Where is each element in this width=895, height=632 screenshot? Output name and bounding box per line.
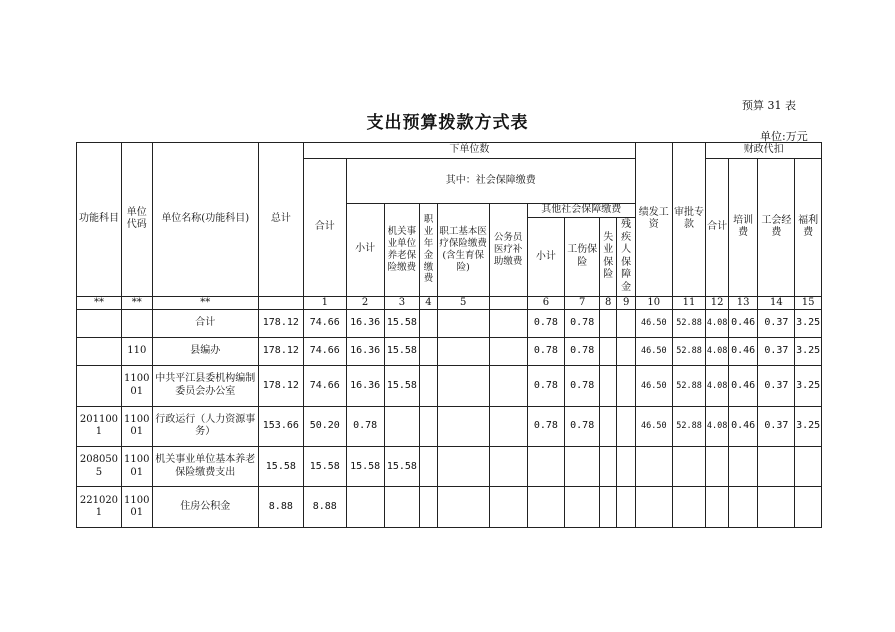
table-row <box>77 337 822 365</box>
cell-c7: 0.78 <box>565 366 600 406</box>
cell-c7: 0.78 <box>565 337 600 365</box>
header-zhiye: 职业年金缴费 <box>420 203 437 296</box>
header-func: 功能科目 <box>77 143 122 297</box>
cell-c7: 0.78 <box>565 406 600 446</box>
cell-code: 110001 <box>121 366 152 406</box>
cell-func: 2210201 <box>77 487 122 528</box>
cell-c9 <box>617 310 635 337</box>
index-cell: 4 <box>420 296 437 310</box>
header-row-1 <box>77 143 822 159</box>
header-gongwuyuan: 公务员医疗补助缴费 <box>489 203 527 296</box>
cell-c15 <box>795 447 822 487</box>
header-gonghui: 工会经费 <box>758 159 795 297</box>
index-cell: 3 <box>384 296 420 310</box>
cell-c5 <box>437 310 489 337</box>
index-cell: 2 <box>346 296 384 310</box>
cell-c15 <box>795 487 822 528</box>
cell-c12: 4.08 <box>706 406 728 446</box>
cell-c13 <box>728 447 758 487</box>
cell-c4 <box>420 310 437 337</box>
header-shenpi: 审批专款 <box>672 143 706 297</box>
cell-name: 合计 <box>152 310 258 337</box>
cell-c3: 15.58 <box>384 337 420 365</box>
cell-c6 <box>527 447 565 487</box>
cell-c12: 4.08 <box>706 337 728 365</box>
cell-c8 <box>600 337 617 365</box>
header-jixiao: 绩发工资 <box>635 143 672 297</box>
cell-c14: 0.37 <box>758 310 795 337</box>
cell-c11 <box>672 487 706 528</box>
header-o-xiaoji: 小计 <box>527 217 565 296</box>
header-social: 其中：社会保障缴费 <box>346 159 635 204</box>
cell-c9 <box>617 447 635 487</box>
cell-c1: 74.66 <box>303 337 346 365</box>
cell-total: 178.12 <box>258 337 303 365</box>
cell-c3 <box>384 406 420 446</box>
cell-c9 <box>617 487 635 528</box>
unit-label: 单位:万元 <box>760 130 808 143</box>
index-cell <box>258 296 303 310</box>
cell-c2: 0.78 <box>346 406 384 446</box>
cell-c8 <box>600 487 617 528</box>
header-canji: 残疾人保障金 <box>617 217 635 296</box>
cell-func: 2011001 <box>77 406 122 446</box>
cell-c11: 52.88 <box>672 310 706 337</box>
cell-c13: 0.46 <box>728 310 758 337</box>
cell-c10: 46.50 <box>635 366 672 406</box>
cell-c11: 52.88 <box>672 406 706 446</box>
cell-c13: 0.46 <box>728 366 758 406</box>
cell-code <box>121 310 152 337</box>
cell-c1: 50.20 <box>303 406 346 446</box>
index-cell: 8 <box>600 296 617 310</box>
index-cell <box>489 296 527 310</box>
cell-c5b <box>489 487 527 528</box>
index-cell: 13 <box>728 296 758 310</box>
cell-c4 <box>420 337 437 365</box>
header-name: 单位名称(功能科目) <box>152 143 258 297</box>
cell-c15: 3.25 <box>795 406 822 446</box>
index-cell: 11 <box>672 296 706 310</box>
cell-c5b <box>489 406 527 446</box>
index-row <box>77 296 822 310</box>
cell-code: 110 <box>121 337 152 365</box>
cell-c12 <box>706 447 728 487</box>
cell-name: 县编办 <box>152 337 258 365</box>
cell-c10: 46.50 <box>635 310 672 337</box>
cell-c4 <box>420 487 437 528</box>
cell-c14: 0.37 <box>758 337 795 365</box>
cell-c5 <box>437 447 489 487</box>
table-row <box>77 447 822 487</box>
cell-c6: 0.78 <box>527 337 565 365</box>
header-gongshang: 工伤保险 <box>565 217 600 296</box>
cell-c15: 3.25 <box>795 337 822 365</box>
cell-total: 8.88 <box>258 487 303 528</box>
cell-c8 <box>600 447 617 487</box>
cell-c5 <box>437 337 489 365</box>
cell-c11 <box>672 447 706 487</box>
header-total: 总计 <box>258 143 303 297</box>
cell-name: 住房公积金 <box>152 487 258 528</box>
index-cell: 10 <box>635 296 672 310</box>
cell-c5b <box>489 310 527 337</box>
cell-c4 <box>420 406 437 446</box>
index-cell: 1 <box>303 296 346 310</box>
cell-code: 110001 <box>121 447 152 487</box>
page-title: 支出预算拨款方式表 <box>366 113 529 133</box>
header-fuli: 福利费 <box>795 159 822 297</box>
cell-c14 <box>758 487 795 528</box>
cell-c5b <box>489 366 527 406</box>
table-row <box>77 366 822 406</box>
header-heji: 合计 <box>303 159 346 297</box>
cell-c1: 8.88 <box>303 487 346 528</box>
cell-c2: 16.36 <box>346 310 384 337</box>
cell-name: 中共平江县委机构编制委员会办公室 <box>152 366 258 406</box>
cell-c3: 15.58 <box>384 310 420 337</box>
cell-func <box>77 366 122 406</box>
cell-c15: 3.25 <box>795 310 822 337</box>
cell-func: 2080505 <box>77 447 122 487</box>
index-cell: 14 <box>758 296 795 310</box>
cell-c5b <box>489 447 527 487</box>
cell-c11: 52.88 <box>672 337 706 365</box>
cell-c10 <box>635 447 672 487</box>
cell-c1: 74.66 <box>303 366 346 406</box>
cell-c14: 0.37 <box>758 366 795 406</box>
header-xiaoji: 小计 <box>346 203 384 296</box>
index-cell: ** <box>121 296 152 310</box>
cell-c4 <box>420 366 437 406</box>
cell-c13 <box>728 487 758 528</box>
cell-c3: 15.58 <box>384 366 420 406</box>
header-jiguan: 机关事业单位养老保险缴费 <box>384 203 420 296</box>
header-peixun: 培训费 <box>728 159 758 297</box>
index-cell: ** <box>152 296 258 310</box>
cell-c6: 0.78 <box>527 310 565 337</box>
cell-c5b <box>489 337 527 365</box>
header-yiliao: 职工基本医疗保险缴费(含生育保险) <box>437 203 489 296</box>
cell-c14 <box>758 447 795 487</box>
index-cell: 12 <box>706 296 728 310</box>
cell-name: 机关事业单位基本养老保险缴费支出 <box>152 447 258 487</box>
cell-c9 <box>617 337 635 365</box>
cell-c13: 0.46 <box>728 406 758 446</box>
cell-c9 <box>617 406 635 446</box>
budget-table <box>76 142 822 528</box>
cell-c7 <box>565 487 600 528</box>
cell-total: 178.12 <box>258 310 303 337</box>
cell-c15: 3.25 <box>795 366 822 406</box>
cell-c7 <box>565 447 600 487</box>
cell-code: 110001 <box>121 487 152 528</box>
cell-c1: 74.66 <box>303 310 346 337</box>
index-cell: 9 <box>617 296 635 310</box>
cell-c14: 0.37 <box>758 406 795 446</box>
cell-c6: 0.78 <box>527 406 565 446</box>
cell-c10 <box>635 487 672 528</box>
cell-c8 <box>600 366 617 406</box>
cell-c2: 16.36 <box>346 366 384 406</box>
cell-total: 153.66 <box>258 406 303 446</box>
cell-c12: 4.08 <box>706 366 728 406</box>
cell-c7: 0.78 <box>565 310 600 337</box>
cell-c4 <box>420 447 437 487</box>
header-other-social: 其他社会保障缴费 <box>527 203 635 217</box>
cell-c9 <box>617 366 635 406</box>
cell-func <box>77 337 122 365</box>
cell-c1: 15.58 <box>303 447 346 487</box>
header-shiye: 失业保险 <box>600 217 617 296</box>
header-cz-heji: 合计 <box>706 159 728 297</box>
table-row <box>77 310 822 337</box>
cell-c5 <box>437 366 489 406</box>
cell-c5 <box>437 487 489 528</box>
cell-c3 <box>384 487 420 528</box>
index-cell: 15 <box>795 296 822 310</box>
cell-c8 <box>600 406 617 446</box>
cell-c2 <box>346 487 384 528</box>
cell-c6 <box>527 487 565 528</box>
header-caizheng: 财政代扣 <box>706 143 822 159</box>
header-code: 单位代码 <box>121 143 152 297</box>
index-cell: ** <box>77 296 122 310</box>
cell-c12: 4.08 <box>706 310 728 337</box>
index-cell: 6 <box>527 296 565 310</box>
cell-c10: 46.50 <box>635 406 672 446</box>
cell-c13: 0.46 <box>728 337 758 365</box>
index-cell: 7 <box>565 296 600 310</box>
cell-c6: 0.78 <box>527 366 565 406</box>
table-row <box>77 487 822 528</box>
header-subunit: 下单位数 <box>303 143 635 159</box>
cell-c8 <box>600 310 617 337</box>
form-number: 预算 31 表 <box>742 99 796 112</box>
cell-c3: 15.58 <box>384 447 420 487</box>
cell-c11: 52.88 <box>672 366 706 406</box>
cell-func <box>77 310 122 337</box>
cell-c2: 16.36 <box>346 337 384 365</box>
cell-name: 行政运行（人力资源事务） <box>152 406 258 446</box>
cell-total: 178.12 <box>258 366 303 406</box>
cell-c5 <box>437 406 489 446</box>
cell-c12 <box>706 487 728 528</box>
cell-c2: 15.58 <box>346 447 384 487</box>
table-row <box>77 406 822 446</box>
cell-c10: 46.50 <box>635 337 672 365</box>
index-cell: 5 <box>437 296 489 310</box>
cell-code: 110001 <box>121 406 152 446</box>
cell-total: 15.58 <box>258 447 303 487</box>
